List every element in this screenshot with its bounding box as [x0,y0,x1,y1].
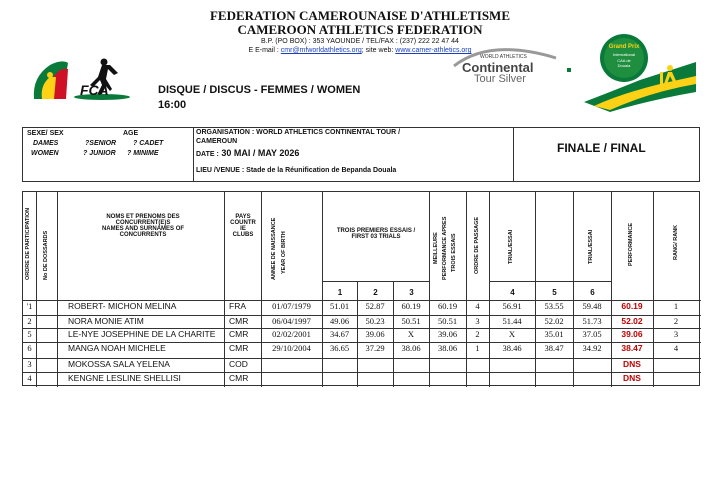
event-title: DISQUE / DISCUS - FEMMES / WOMEN [158,84,361,96]
date-value: 30 MAI / MAY 2026 [221,148,300,158]
age-cadet: ? CADET [133,140,164,147]
category-cell [23,128,194,181]
trial-number-1: 1 [337,288,343,297]
cell-country: CMR [229,316,249,326]
organisation-line2: CAMEROUN [196,138,238,145]
email-label: E E-mail : [248,47,279,54]
cell-best: 60.19 [437,301,458,311]
cell-rank: 2 [673,316,679,326]
cell-t2: 37.29 [365,343,385,353]
cell-birth: 02/02/2001 [272,329,311,339]
date-line [196,148,299,158]
header-names-4: CONCURRENTS [119,232,167,238]
cell-perf: 52.02 [621,316,643,326]
header-names-1: NOMS ET PRENOMS DES [106,214,180,220]
sex-dames: DAMES [33,140,59,147]
cell-order: 6 [27,343,32,353]
header-best-1: MEILLEURE [433,232,439,264]
cell-perf: DNS [623,359,641,369]
site-label: ; site web: [361,47,394,54]
cell-name: KENGNE LESLINE SHELLISI [68,373,181,383]
trial-number-5: 5 [552,288,557,297]
cell-country: FRA [229,301,246,311]
cell-t6: 34.92 [582,343,602,353]
cell-passage: 4 [475,301,480,311]
cell-perf: 60.19 [621,301,643,311]
cell-order: 2 [27,316,32,326]
cell-passage: 3 [475,316,480,326]
cell-country: CMR [229,373,249,383]
cell-t4: X [508,329,516,339]
cell-best: 39.06 [437,329,458,339]
cell-country: CMR [229,343,249,353]
header-three-1: TROIS PREMIERS ESSAIS / [336,228,416,234]
grand-prix-logo [580,32,700,114]
cell-t4: 56.91 [502,301,522,311]
date-label: DATE : [196,151,219,158]
header-birth-1: ANNEE DE NAISSANCE [271,217,277,280]
header-bib: No DE DOSSARDS [43,230,49,280]
cell-t5: 53.55 [544,301,564,311]
header-passage: ORDRE DE PASSAGE [474,216,480,274]
header-country-4: CLUBS [232,232,254,238]
round-final: FINALE / FINAL [557,141,646,155]
cell-t3: 50.51 [401,316,421,326]
cell-birth: 01/07/1979 [272,301,311,311]
cell-perf: DNS [623,373,641,383]
cell-t3: X [407,329,415,339]
trial-number-3: 3 [409,288,414,297]
trial-number-4: 4 [510,288,515,297]
federation-title-en: CAMEROON ATHLETICS FEDERATION [237,22,483,37]
tour-top-text: WORLD ATHLETICS [480,54,527,60]
header-performance: PERFORMANCE [628,222,634,266]
age-junior: ? JUNIOR [83,150,116,157]
header-names [83,214,203,238]
header-names-3: NAMES AND SURNAMES OF [101,226,185,232]
organisation-line1: ORGANISATION : WORLD ATHLETICS CONTINENTAL TOUR / [196,129,401,136]
cell-t6: 51.73 [582,316,602,326]
cell-birth: 29/10/2004 [272,343,311,353]
header-best-2: PERFORMANCE APRES [442,216,448,280]
website-link[interactable]: www.camer-athletics.org [395,47,472,54]
gp-title: Grand Prix [608,44,640,50]
cell-best: 50.51 [437,316,458,326]
header-names-2: CONCURRENT(E)S [115,220,171,226]
cell-t4: 51.44 [502,316,522,326]
cell-rank: 1 [673,301,679,311]
age-minime: ? MINIME [127,150,159,157]
cell-rank: 3 [673,329,679,339]
gp-sub2: CAA de [617,58,631,63]
cell-t6: 59.48 [582,301,602,311]
header-country-1: PAYS [235,214,251,220]
cell-t5: 35.01 [544,329,564,339]
age-senior: ?SENIOR [85,140,117,147]
header-birth-2: YEAR OF BIRTH [281,231,287,274]
cell-t2: 39.06 [365,329,385,339]
cell-country: CMR [229,329,249,339]
header-country [225,214,261,238]
cell-order: '1 [26,301,33,311]
cell-perf: 39.06 [621,329,643,339]
cell-t3: 38.06 [401,343,421,353]
header-trial-a: TRIAL/ESSAI [508,229,514,264]
cell-t3: 60.19 [401,301,421,311]
cell-best: 38.06 [437,343,458,353]
cell-name: MOKOSSA SALA YELENA [68,359,170,369]
cell-t2: 50.23 [365,316,385,326]
header-three-2: FIRST 03 TRIALS [351,234,401,240]
cell-rank: 4 [673,343,679,353]
venue: LIEU /VENUE : Stade de la Réunification de Bepanda Douala [196,167,397,174]
age-label: AGE [123,130,139,137]
cell-perf: 38.47 [621,343,643,353]
cell-t1: 36.65 [329,343,350,353]
fca-logo-text: FCA [80,82,109,98]
event-time: 16:00 [158,99,187,111]
sex-label: SEXE/ SEX [27,130,64,137]
cell-name: ROBERT- MICHON MELINA [68,301,177,311]
federation-title-fr: FEDERATION CAMEROUNAISE D'ATHLETISME [209,8,510,23]
cell-t1: 34.67 [329,329,350,339]
header-country-3: IE [240,226,246,232]
cell-passage: 2 [475,329,480,339]
cell-order: 5 [27,329,32,339]
sex-women: WOMEN [31,150,59,157]
cell-t6: 37.05 [582,329,602,339]
results-table [22,191,700,386]
tour-sub-text: Tour Silver [474,73,526,85]
header-trial-b: TRIAL/ESSAI [588,229,594,264]
header-country-2: COUNTR [230,220,256,226]
cell-passage: 1 [475,343,480,353]
header-rank: RANG/ RANK [673,224,679,260]
fca-logo [28,55,134,105]
cell-t5: 38.47 [544,343,564,353]
gp-sub1: International [612,52,635,57]
cell-name: LE-NYE JOSEPHINE DE LA CHARITE [68,329,216,339]
cell-t1: 51.01 [329,301,350,311]
header-three-trials [323,228,429,240]
cell-name: NORA MONIE ATIM [68,316,144,326]
gp-sub3: Douala [617,63,631,68]
trial-number-6: 6 [590,288,595,297]
continental-tour-logo [450,44,560,88]
email-link[interactable]: cmr@mfworldathletics.org [280,47,362,54]
tour-main-text: Continental [462,60,534,75]
cell-t4: 38.46 [502,343,522,353]
logo-separator [567,68,571,72]
trial-number-2: 2 [373,288,378,297]
header-order: ORDRE DE PARTICIPATION [25,207,31,280]
cell-t5: 52.02 [544,316,564,326]
federation-address: B.P. (PO BOX) : 353 YAOUNDE / TEL/FAX : (237) 222 22 47 44 [261,38,459,45]
cell-country: COD [229,359,248,369]
event-info-box [22,127,700,182]
cell-t1: 49.06 [329,316,350,326]
cell-order: 4 [27,373,32,383]
cell-name: MANGA NOAH MICHELE [68,343,166,353]
cell-t2: 52.87 [365,301,385,311]
header-best-3: TROIS ESSAIS [451,233,457,272]
cell-order: 3 [27,359,32,369]
organisation-cell [193,128,514,181]
cell-birth: 06/04/1997 [272,316,311,326]
